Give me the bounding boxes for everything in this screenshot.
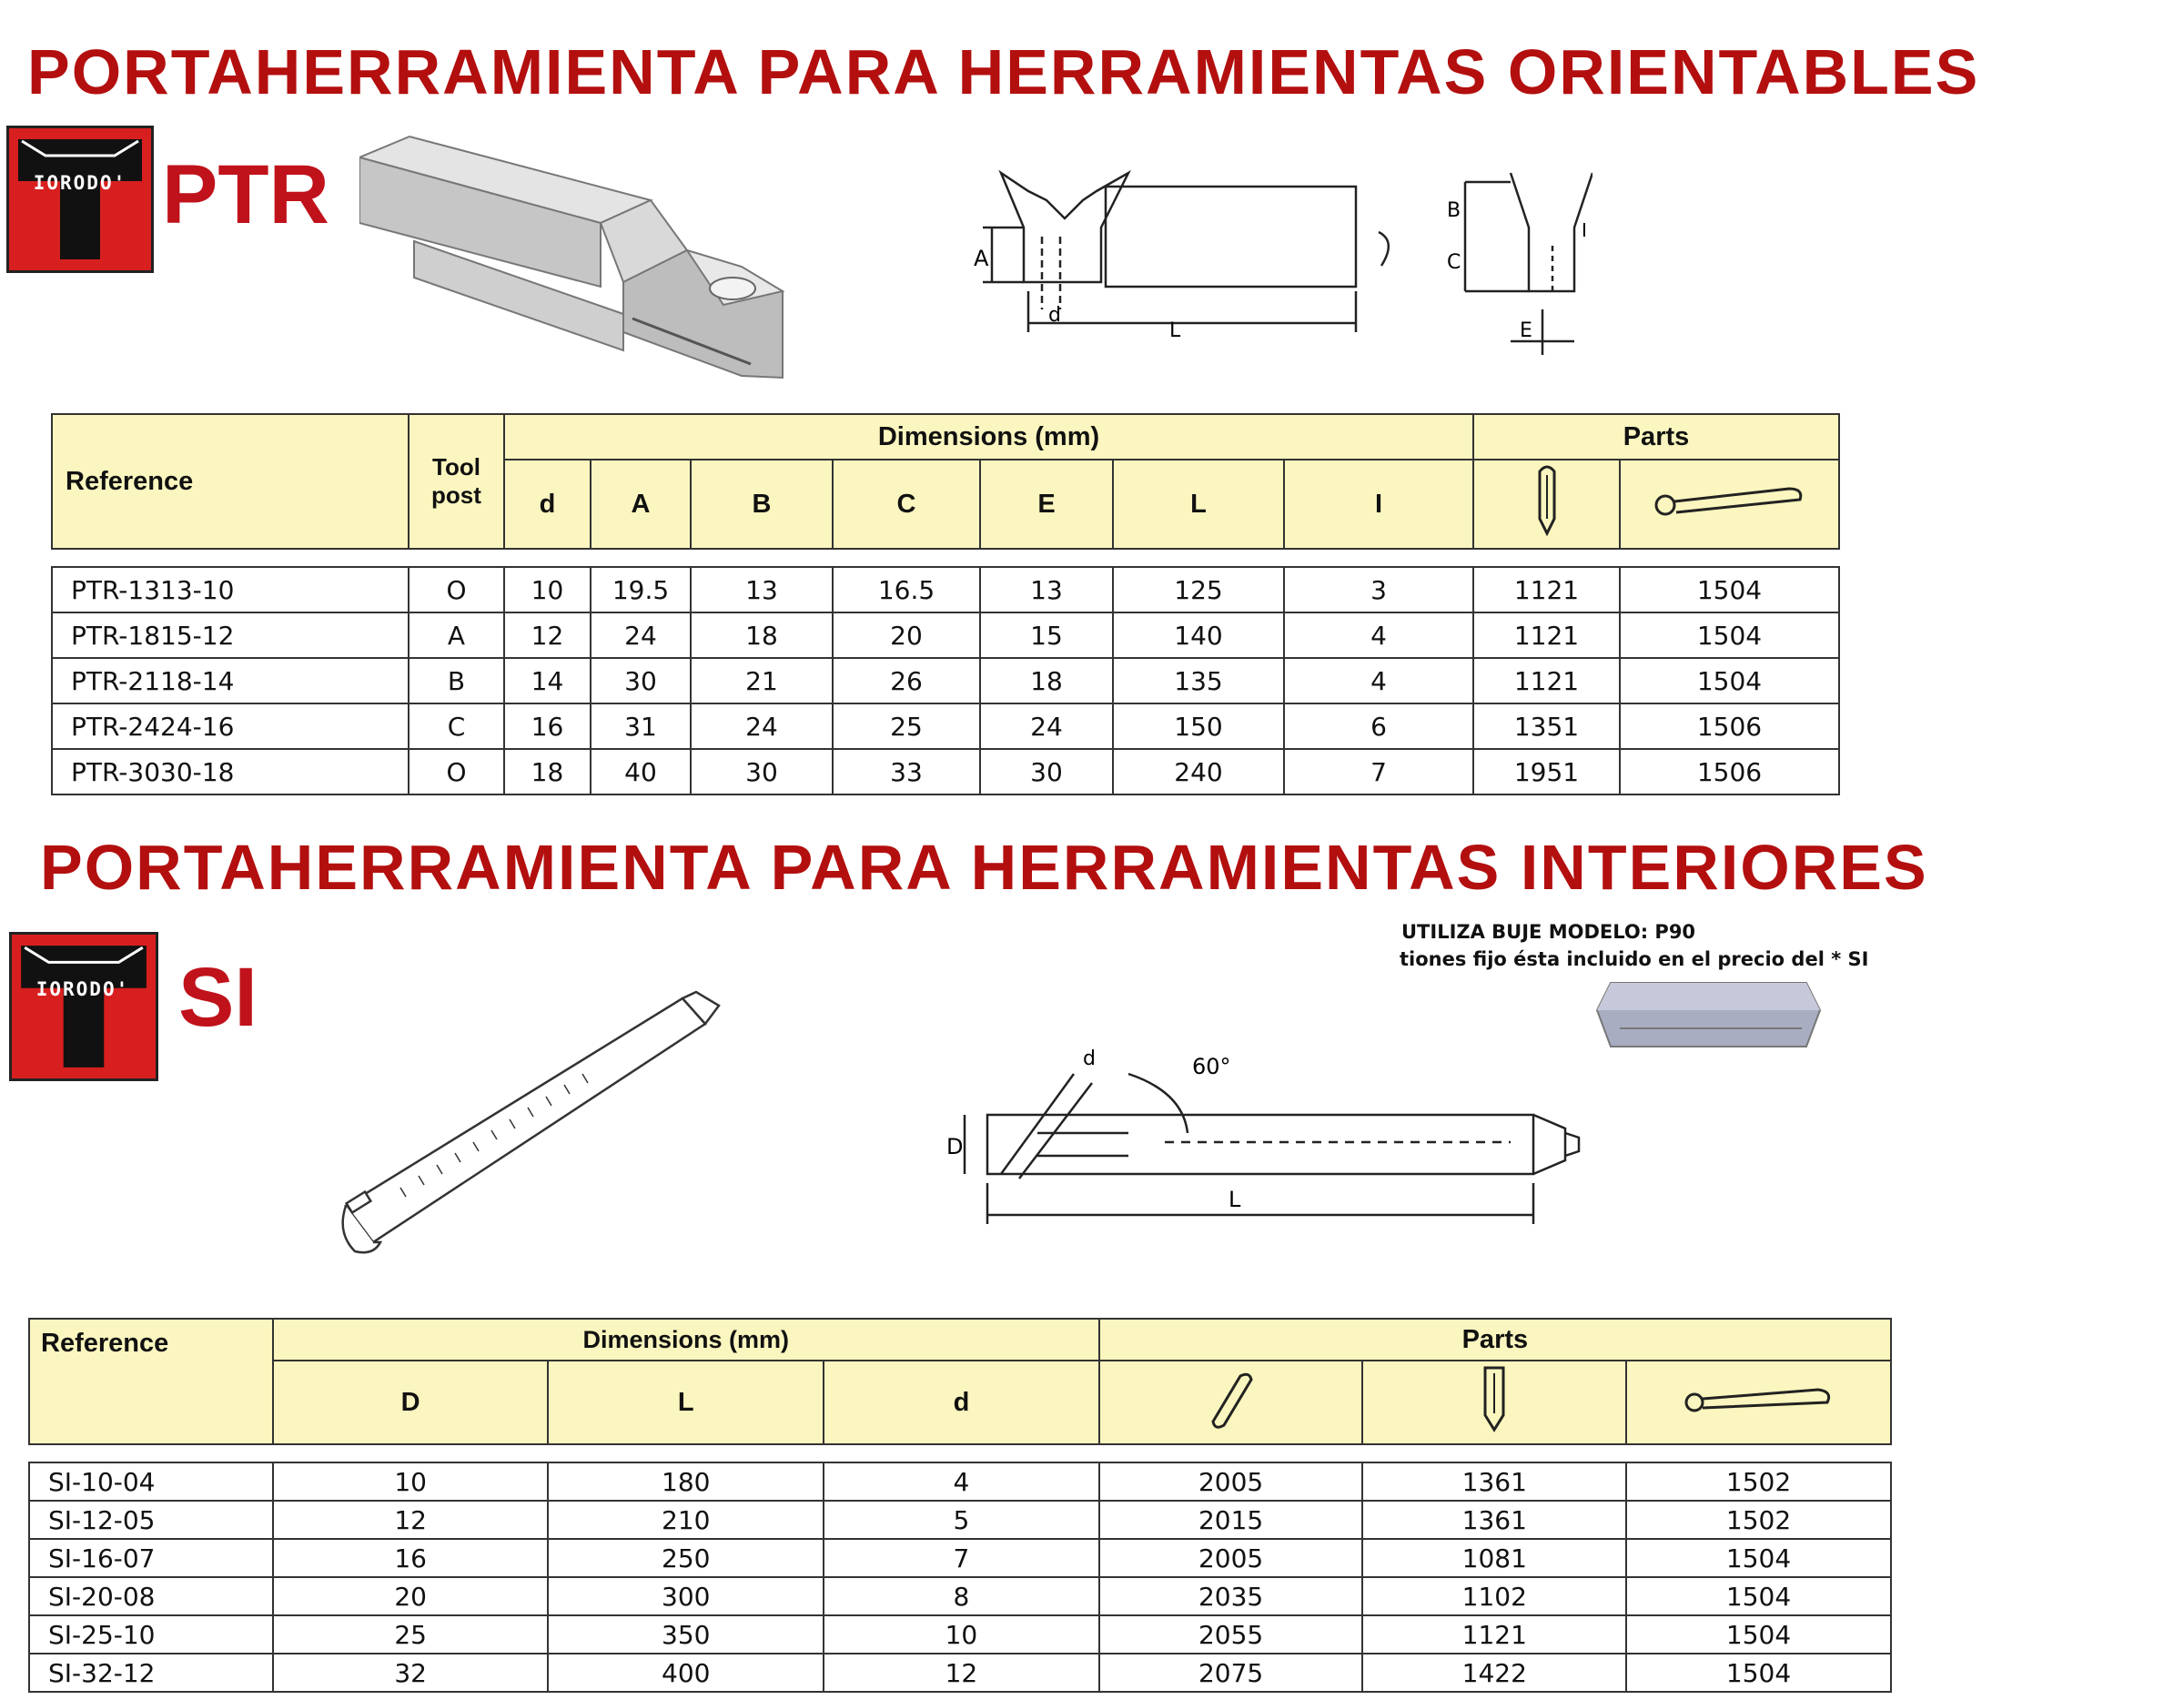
value-cell: 10: [273, 1462, 549, 1501]
value-cell: 1361: [1362, 1462, 1626, 1501]
dim-label-e: E: [1520, 319, 1532, 342]
header-parts: Parts: [1473, 414, 1839, 460]
value-cell: 24: [591, 612, 691, 658]
value-cell: 1506: [1620, 749, 1839, 794]
value-cell: 10: [504, 567, 591, 612]
value-cell: 140: [1113, 612, 1284, 658]
value-cell: 24: [691, 703, 833, 749]
dim-label-d: d: [1048, 304, 1061, 327]
value-cell: 1422: [1362, 1654, 1626, 1692]
table-row: [52, 567, 1839, 612]
si-header-reference: Reference: [29, 1319, 273, 1444]
value-cell: 1504: [1626, 1577, 1891, 1615]
pin-icon: [1362, 1361, 1626, 1444]
reference-cell: PTR-2424-16: [52, 703, 409, 749]
reference-cell: SI-25-10: [29, 1615, 273, 1654]
series-code-ptr: PTR: [162, 148, 329, 241]
value-cell: 12: [504, 612, 591, 658]
value-cell: 12: [824, 1654, 1099, 1692]
value-cell: 7: [824, 1539, 1099, 1577]
value-cell: 5: [824, 1501, 1099, 1539]
value-cell: 31: [591, 703, 691, 749]
value-cell: 20: [833, 612, 980, 658]
value-cell: 210: [548, 1501, 824, 1539]
dim-label-d-insert: d: [1083, 1047, 1096, 1070]
value-cell: O: [409, 749, 504, 794]
reference-cell: PTR-1815-12: [52, 612, 409, 658]
value-cell: 33: [833, 749, 980, 794]
value-cell: 1506: [1620, 703, 1839, 749]
si-technical-drawing: [937, 1037, 1592, 1238]
value-cell: 400: [548, 1654, 824, 1692]
value-cell: 2055: [1099, 1615, 1363, 1654]
table-row: [52, 703, 1839, 749]
reference-cell: PTR-3030-18: [52, 749, 409, 794]
dim-label-l: L: [1169, 319, 1181, 342]
logo-text: IORODO': [35, 978, 130, 1000]
table-row: [52, 612, 1839, 658]
dim-col-e: E: [980, 460, 1113, 549]
boring-bar-illustration: [337, 987, 746, 1279]
dim-label-l-bar: L: [1228, 1187, 1241, 1212]
value-cell: 3: [1284, 567, 1473, 612]
note-line-1: UTILIZA BUJE MODELO: P90: [1401, 921, 1696, 943]
value-cell: 16: [273, 1539, 549, 1577]
logo-t-icon: [12, 935, 156, 1078]
note-line-2: tiones fijo ésta incluido en el precio del * SI: [1400, 948, 1869, 970]
value-cell: 2075: [1099, 1654, 1363, 1692]
reference-cell: SI-16-07: [29, 1539, 273, 1577]
section1-title: PORTAHERRAMIENTA PARA HERRAMIENTAS ORIENTABLES: [27, 36, 1980, 107]
value-cell: 25: [273, 1615, 549, 1654]
logo-text: IORODO': [33, 172, 127, 194]
value-cell: 16.5: [833, 567, 980, 612]
value-cell: 1502: [1626, 1462, 1891, 1501]
value-cell: 7: [1284, 749, 1473, 794]
section2-title: PORTAHERRAMIENTA PARA HERRAMIENTAS INTERIORES: [40, 832, 1928, 903]
value-cell: 2015: [1099, 1501, 1363, 1539]
value-cell: 18: [980, 658, 1113, 703]
value-cell: 135: [1113, 658, 1284, 703]
value-cell: 1504: [1626, 1654, 1891, 1692]
table-row: [29, 1615, 1891, 1654]
dim-col-i: I: [1284, 460, 1473, 549]
reference-cell: SI-10-04: [29, 1462, 273, 1501]
value-cell: 6: [1284, 703, 1473, 749]
value-cell: 30: [591, 658, 691, 703]
value-cell: 125: [1113, 567, 1284, 612]
value-cell: 1504: [1620, 612, 1839, 658]
header-reference: Reference: [52, 414, 409, 549]
value-cell: 1361: [1362, 1501, 1626, 1539]
value-cell: 18: [691, 612, 833, 658]
ptr-technical-drawing: [956, 164, 1592, 364]
dim-col-b: B: [691, 460, 833, 549]
dim-label-i: I: [1582, 219, 1587, 241]
value-cell: 1504: [1626, 1615, 1891, 1654]
value-cell: 16: [504, 703, 591, 749]
header-toolpost: Tool post: [409, 414, 504, 549]
value-cell: 1351: [1473, 703, 1620, 749]
value-cell: 300: [548, 1577, 824, 1615]
header-dimensions: Dimensions (mm): [504, 414, 1473, 460]
value-cell: 13: [980, 567, 1113, 612]
key-icon: [1620, 460, 1839, 549]
value-cell: 21: [691, 658, 833, 703]
value-cell: 8: [824, 1577, 1099, 1615]
dim-label-angle: 60°: [1192, 1054, 1231, 1079]
value-cell: 26: [833, 658, 980, 703]
value-cell: 19.5: [591, 567, 691, 612]
value-cell: 14: [504, 658, 591, 703]
value-cell: 1121: [1473, 567, 1620, 612]
value-cell: C: [409, 703, 504, 749]
value-cell: 240: [1113, 749, 1284, 794]
key-icon: [1626, 1361, 1891, 1444]
dim-col-c: C: [833, 460, 980, 549]
si-dim-col-l: L: [548, 1361, 824, 1444]
dim-col-a: A: [591, 460, 691, 549]
table-row: [29, 1654, 1891, 1692]
reference-cell: SI-32-12: [29, 1654, 273, 1692]
value-cell: 13: [691, 567, 833, 612]
value-cell: 15: [980, 612, 1113, 658]
value-cell: 150: [1113, 703, 1284, 749]
value-cell: A: [409, 612, 504, 658]
table-row: [52, 749, 1839, 794]
value-cell: 1504: [1626, 1539, 1891, 1577]
value-cell: 12: [273, 1501, 549, 1539]
logo-t-icon: [9, 128, 151, 270]
dim-label-c: C: [1447, 251, 1461, 274]
bushing-illustration: [1592, 974, 1829, 1056]
reference-cell: PTR-1313-10: [52, 567, 409, 612]
value-cell: 4: [1284, 612, 1473, 658]
reference-cell: PTR-2118-14: [52, 658, 409, 703]
value-cell: 1121: [1473, 658, 1620, 703]
table-row: [29, 1539, 1891, 1577]
table-row: [29, 1462, 1891, 1501]
value-cell: 1102: [1362, 1577, 1626, 1615]
value-cell: 1502: [1626, 1501, 1891, 1539]
value-cell: 180: [548, 1462, 824, 1501]
value-cell: 350: [548, 1615, 824, 1654]
si-header-dimensions: Dimensions (mm): [273, 1319, 1099, 1361]
value-cell: 18: [504, 749, 591, 794]
toolholder-illustration: [359, 132, 796, 391]
value-cell: 250: [548, 1539, 824, 1577]
value-cell: 20: [273, 1577, 549, 1615]
value-cell: 2005: [1099, 1462, 1363, 1501]
value-cell: 1121: [1473, 612, 1620, 658]
value-cell: 4: [824, 1462, 1099, 1501]
series-code-si: SI: [178, 951, 258, 1044]
value-cell: 1504: [1620, 658, 1839, 703]
value-cell: 1504: [1620, 567, 1839, 612]
value-cell: O: [409, 567, 504, 612]
ptr-spec-table: [51, 413, 1840, 795]
pin-icon: [1473, 460, 1620, 549]
reference-cell: SI-12-05: [29, 1501, 273, 1539]
dim-label-b: B: [1447, 199, 1461, 222]
insert-icon: [1099, 1361, 1363, 1444]
dim-label-d-bar: D: [946, 1134, 964, 1159]
table-row: [29, 1501, 1891, 1539]
dim-col-d: d: [504, 460, 591, 549]
si-dim-col-d: d: [824, 1361, 1099, 1444]
value-cell: 1121: [1362, 1615, 1626, 1654]
value-cell: 1951: [1473, 749, 1620, 794]
dim-col-l: L: [1113, 460, 1284, 549]
value-cell: 1081: [1362, 1539, 1626, 1577]
value-cell: 10: [824, 1615, 1099, 1654]
value-cell: 4: [1284, 658, 1473, 703]
value-cell: 32: [273, 1654, 549, 1692]
si-dim-col-d-big: D: [273, 1361, 549, 1444]
value-cell: 24: [980, 703, 1113, 749]
si-header-parts: Parts: [1099, 1319, 1891, 1361]
value-cell: 25: [833, 703, 980, 749]
reference-cell: SI-20-08: [29, 1577, 273, 1615]
table-row: [29, 1577, 1891, 1615]
brand-logo-2: [9, 932, 158, 1081]
table-row: [52, 658, 1839, 703]
value-cell: 2035: [1099, 1577, 1363, 1615]
si-spec-table: [28, 1318, 1892, 1693]
dim-label-a: A: [974, 246, 989, 271]
value-cell: 30: [980, 749, 1113, 794]
value-cell: 2005: [1099, 1539, 1363, 1577]
value-cell: 40: [591, 749, 691, 794]
value-cell: B: [409, 658, 504, 703]
value-cell: 30: [691, 749, 833, 794]
brand-logo: [6, 126, 154, 273]
